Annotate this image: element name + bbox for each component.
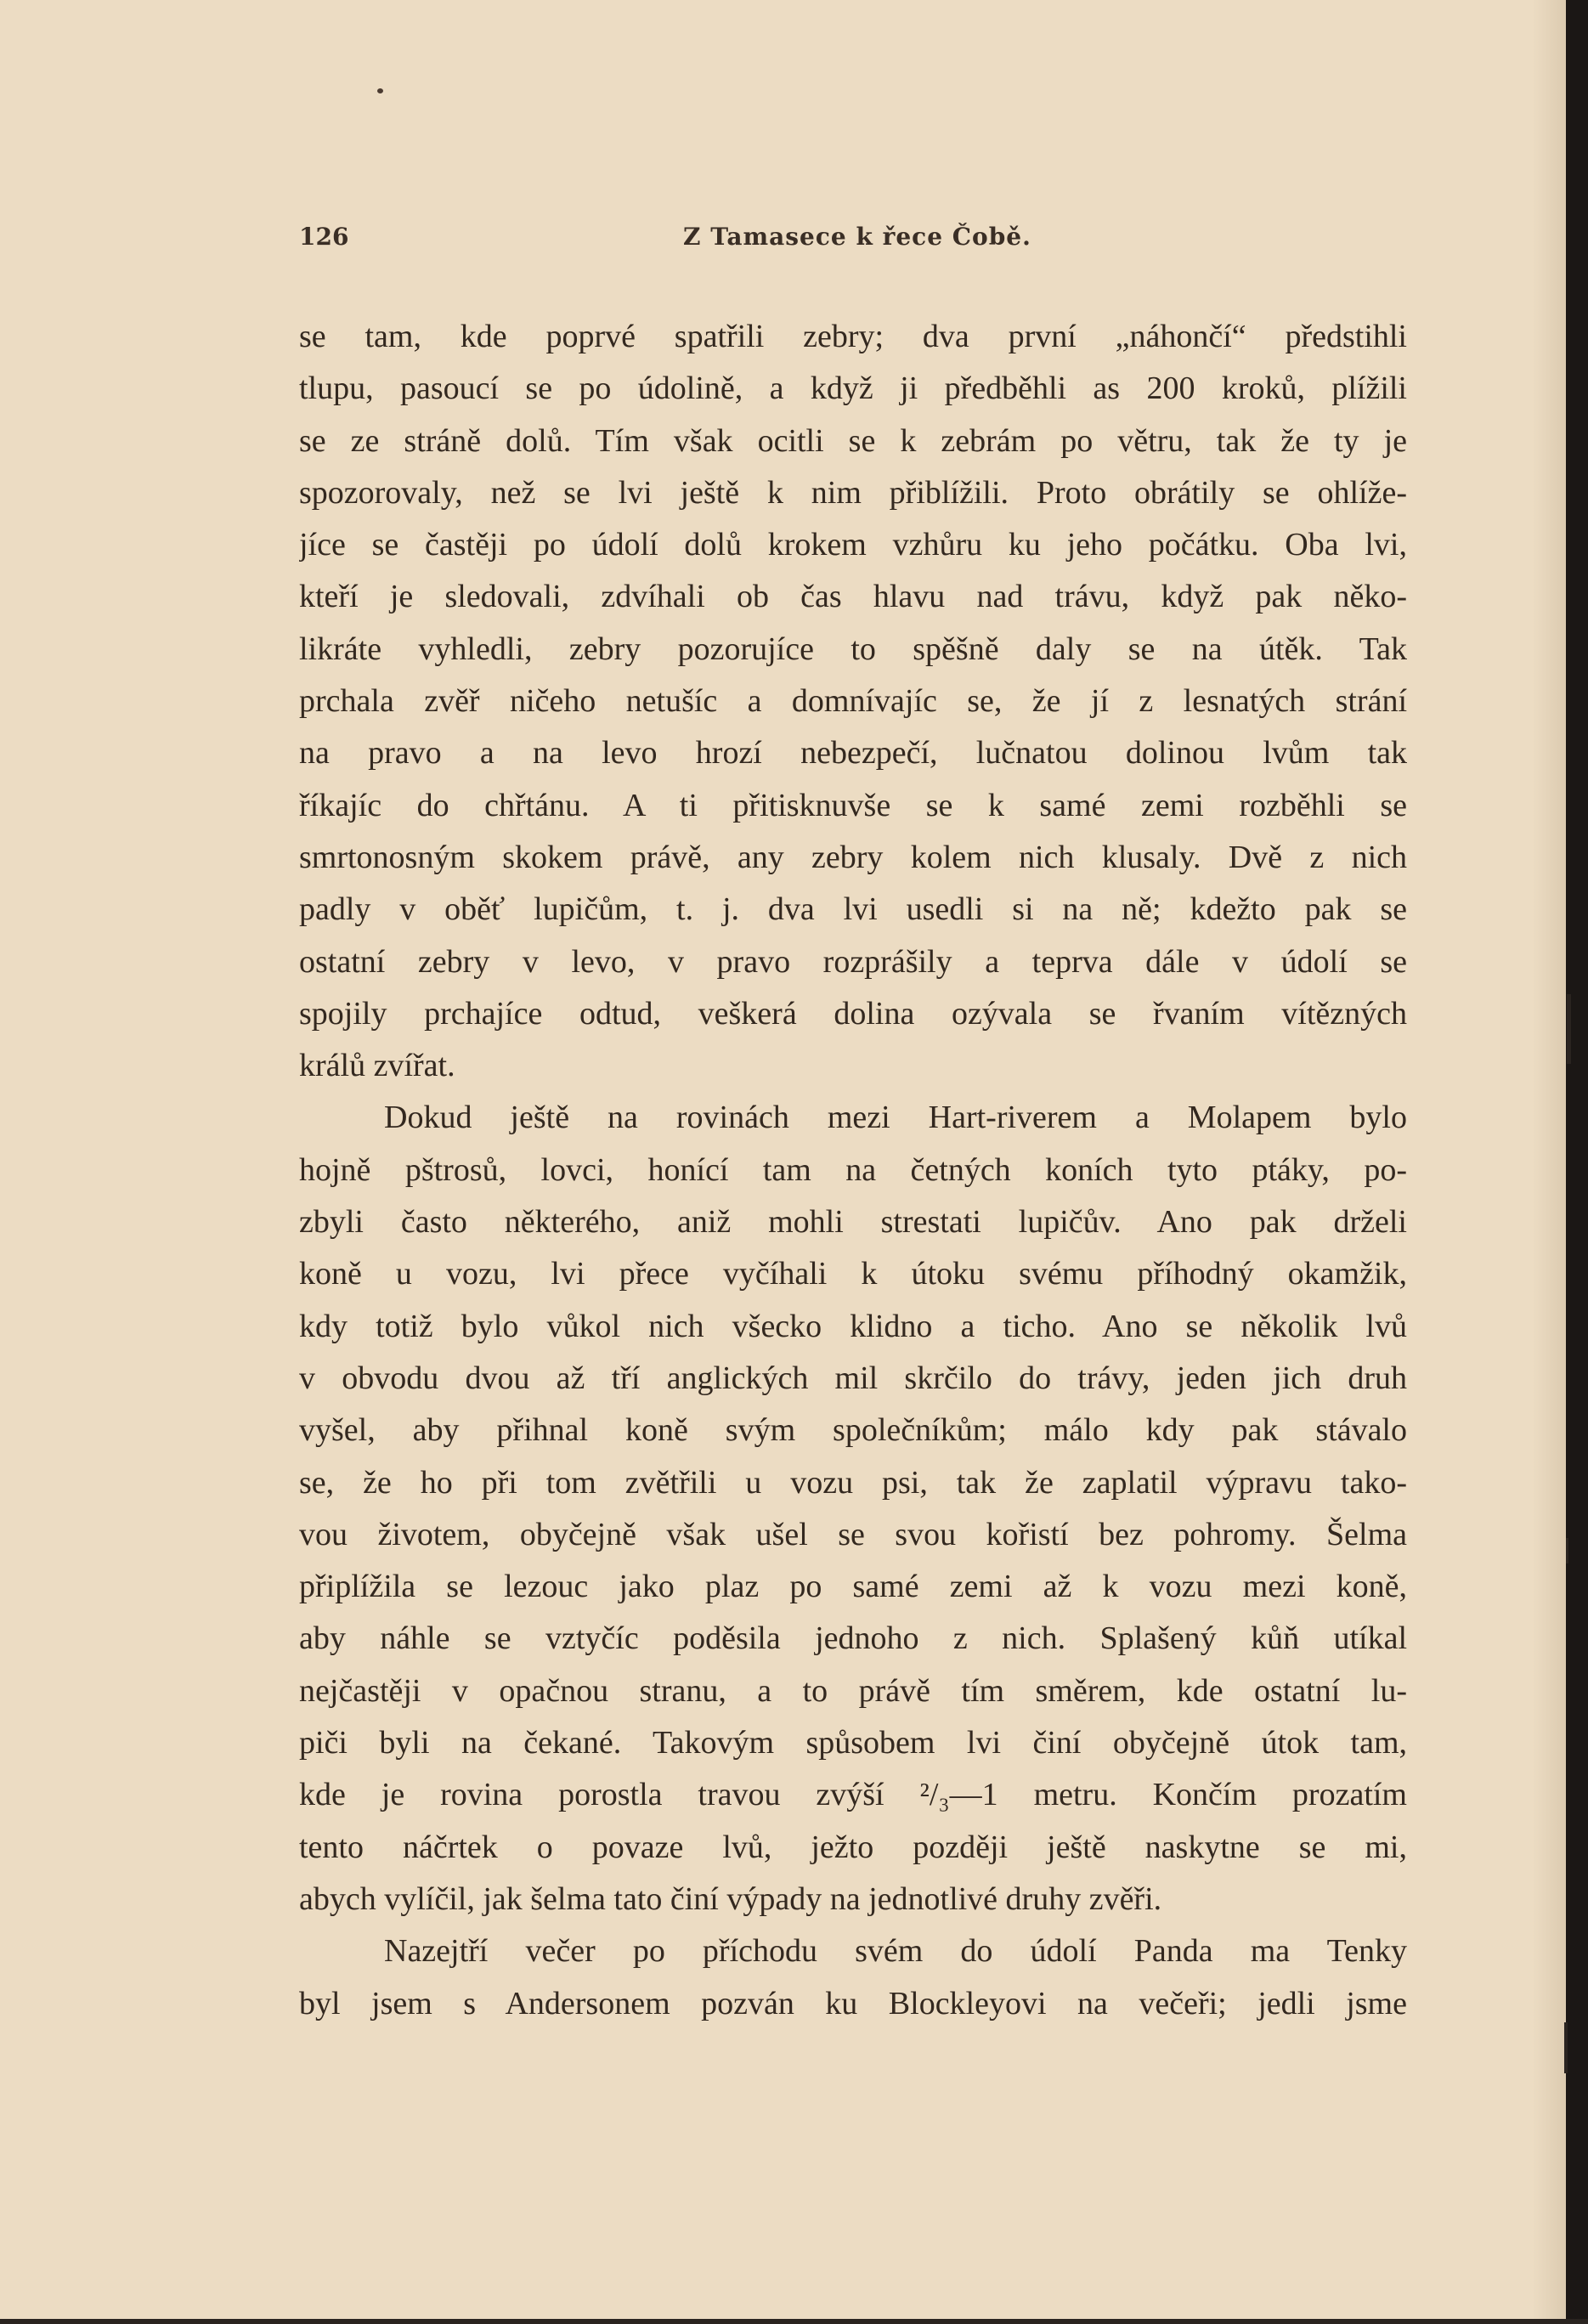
text-line: kdy totiž bylo vůkol nich všecko klidno a ticho. Ano se několik lvů — [299, 1308, 1407, 1344]
text-line: nejčastěji v opačnou stranu, a to právě tím směrem, kde ostatní lu- — [299, 1672, 1407, 1709]
text-line: kteří je sledovali, zdvíhali ob čas hlavu nad trávu, když pak něko- — [299, 579, 1407, 615]
ink-speck — [377, 88, 383, 93]
paragraph — [299, 1092, 1407, 1925]
text-line: byl jsem s Andersonem pozván ku Blockleyovi na večeři; jedli jsme — [299, 1985, 1407, 2021]
text-line: smrtonosným skokem právě, any zebry kolem nich klusaly. Dvě z nich — [299, 839, 1407, 875]
text-line: se tam, kde poprvé spatřili zebry; dva první „náhončí“ předstihli — [299, 319, 1407, 354]
body-text — [299, 311, 1407, 2030]
page-gutter-shadow — [1532, 0, 1566, 2324]
text-line: říkajíc do chřtánu. A ti přitisknuvše se k samé zemi rozběhli se — [299, 787, 1407, 823]
text-line: likráte vyhledli, zebry pozorujíce to spěšně daly se na útěk. Tak — [299, 630, 1407, 667]
text-line: ostatní zebry v levo, v pravo rozprášily a teprva dále v údolí se — [299, 943, 1407, 980]
margin-mark — [1567, 994, 1571, 1064]
text-line: zbyli často některého, aniž mohli strestati lupičův. Ano pak drželi — [299, 1204, 1407, 1241]
paragraph — [299, 1925, 1407, 2030]
text-line: na pravo a na levo hrozí nebezpečí, lučnatou dolinou lvům tak — [299, 735, 1407, 772]
text-line: připlížila se lezouc jako plaz po samé zemi až k vozu mezi koně, — [299, 1569, 1407, 1605]
text-line: tento náčrtek o povaze lvů, ježto později ještě naskytne se mi, — [299, 1829, 1407, 1865]
text-line: abych vylíčil, jak šelma tato činí výpady na jednotlivé druhy zvěři. — [299, 1880, 1162, 1917]
text-line: Nazejtří večer po příchodu svém do údolí Panda ma Tenky — [384, 1933, 1407, 1970]
text-line: králů zvířat. — [299, 1048, 455, 1084]
margin-mark — [1566, 1538, 1568, 1563]
text-line: vyšel, aby přihnal koně svým společníkům; málo kdy pak stávalo — [299, 1412, 1407, 1449]
text-line: se ze stráně dolů. Tím však ocitli se k zebrám po větru, tak že ty je — [299, 422, 1407, 459]
running-title: Z Tamasece k řece Čobě. — [683, 223, 1031, 251]
text-line: kde je rovina porostla travou zvýší ²/₃—1 metru. Končím prozatím — [299, 1777, 1407, 1813]
text-line: spojily prchajíce odtud, veškerá dolina ozývala se řvaním vítězných — [299, 995, 1407, 1032]
text-line: spozorovaly, než se lvi ještě k nim přiblížili. Proto obrátily se ohlíže- — [299, 474, 1407, 511]
text-line: koně u vozu, lvi přece vyčíhali k útoku svému příhodný okamžik, — [299, 1256, 1407, 1292]
text-line: padly v oběť lupičům, t. j. dva lvi usedli si na ně; kdežto pak se — [299, 891, 1407, 928]
text-line: vou životem, obyčejně však ušel se svou kořistí bez pohromy. Šelma — [299, 1516, 1407, 1552]
text-line: se, že ho při tom zvětřili u vozu psi, tak že zaplatil výpravu tako- — [299, 1464, 1407, 1501]
text-line: Dokud ještě na rovinách mezi Hart-riverem a Molapem bylo — [384, 1100, 1407, 1136]
paragraph — [299, 311, 1407, 1092]
scan-bottom-edge — [0, 2319, 1588, 2324]
scan-edge — [1566, 0, 1588, 2324]
margin-mark — [1564, 2022, 1568, 2073]
page-number: 126 — [299, 223, 349, 251]
running-header — [299, 223, 1407, 265]
text-line: piči byli na čekané. Takovým spůsobem lvi činí obyčejně útok tam, — [299, 1725, 1407, 1761]
text-line: tlupu, pasoucí se po údolině, a když ji předběhli as 200 kroků, plížili — [299, 370, 1407, 407]
text-line: prchala zvěř ničeho netušíc a domnívajíc se, že jí z lesnatých strání — [299, 683, 1407, 720]
text-line: jíce se častěji po údolí dolů krokem vzhůru ku jeho počátku. Oba lvi, — [299, 527, 1407, 563]
text-line: v obvodu dvou až tří anglických mil skrčilo do trávy, jeden jich druh — [299, 1360, 1407, 1396]
text-line: hojně pštrosů, lovci, honící tam na četných koních tyto ptáky, po- — [299, 1151, 1407, 1188]
text-line: aby náhle se vztyčíc poděsila jednoho z nich. Splašený kůň utíkal — [299, 1620, 1407, 1657]
